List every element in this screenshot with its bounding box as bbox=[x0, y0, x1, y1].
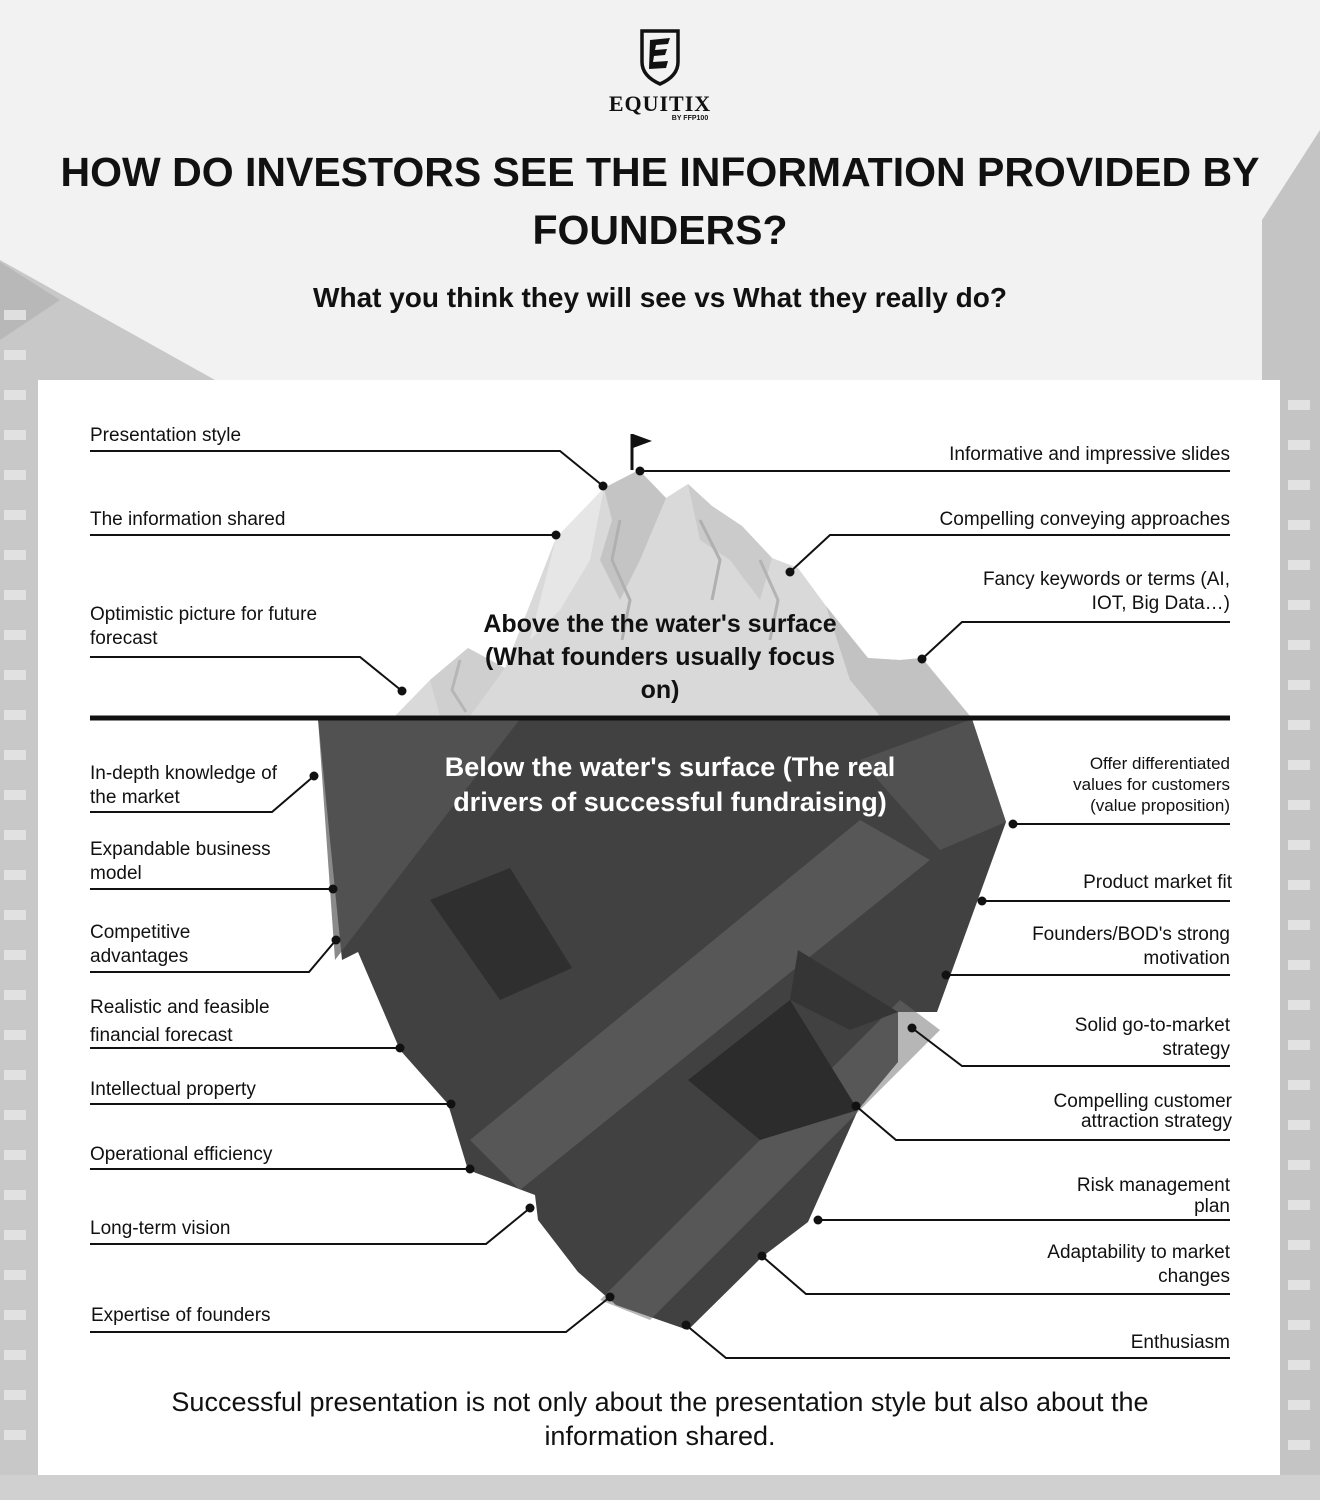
label-informative-slides: Informative and impressive slides bbox=[949, 444, 1230, 465]
label-enthusiasm: Enthusiasm bbox=[1130, 1332, 1230, 1353]
label-adaptability: Adaptability to market changes bbox=[1047, 1242, 1230, 1287]
label-risk-management: Risk management plan bbox=[1076, 1175, 1230, 1217]
label-founders-motivation: Founders/BOD's strong motivation bbox=[1032, 924, 1230, 969]
page-subtitle: What you think they will see vs What they really do? bbox=[313, 282, 1007, 313]
label-fancy-keywords: Fancy keywords or terms (AI, IOT, Big Data…) bbox=[982, 569, 1230, 614]
label-presentation-style: Presentation style bbox=[90, 425, 242, 446]
footer-note: Successful presentation is not only about the presentation style but also about the information shared. bbox=[171, 1387, 1149, 1451]
label-long-term-vision: Long-term vision bbox=[90, 1218, 231, 1239]
label-customer-attraction: Compelling customer attraction strategy bbox=[1053, 1091, 1232, 1132]
label-value-proposition: Offer differentiated values for customers (value proposition) bbox=[1073, 754, 1230, 815]
label-go-to-market: Solid go-to-market strategy bbox=[1074, 1015, 1230, 1060]
label-founder-expertise: Expertise of founders bbox=[91, 1305, 271, 1326]
label-business-model: Expandable business model bbox=[90, 839, 271, 884]
below-water-caption: Below the water's surface (The real drivers of successful fundraising) bbox=[444, 752, 896, 817]
label-information-shared: The information shared bbox=[90, 509, 286, 530]
brand-tagline: BY FFP100 bbox=[671, 115, 709, 122]
label-conveying-approaches: Compelling conveying approaches bbox=[939, 509, 1230, 530]
brand-name: EQUITIX bbox=[608, 91, 712, 116]
page-title: HOW DO INVESTORS SEE THE INFORMATION PROVIDED BY FOUNDERS? bbox=[60, 149, 1260, 253]
above-water-caption: Above the the water's surface (What founders usually focus on) bbox=[483, 610, 837, 704]
label-intellectual-property: Intellectual property bbox=[90, 1079, 256, 1100]
label-product-market-fit: Product market fit bbox=[1083, 872, 1232, 893]
label-market-knowledge: In-depth knowledge of the market bbox=[90, 763, 277, 808]
label-financial-forecast: Realistic and feasible financial forecast bbox=[90, 997, 270, 1046]
label-optimistic-forecast: Optimistic picture for future forecast bbox=[90, 604, 318, 649]
flag-icon bbox=[632, 434, 652, 470]
label-competitive-advantages: Competitive advantages bbox=[90, 922, 191, 967]
label-operational-efficiency: Operational efficiency bbox=[90, 1144, 273, 1165]
